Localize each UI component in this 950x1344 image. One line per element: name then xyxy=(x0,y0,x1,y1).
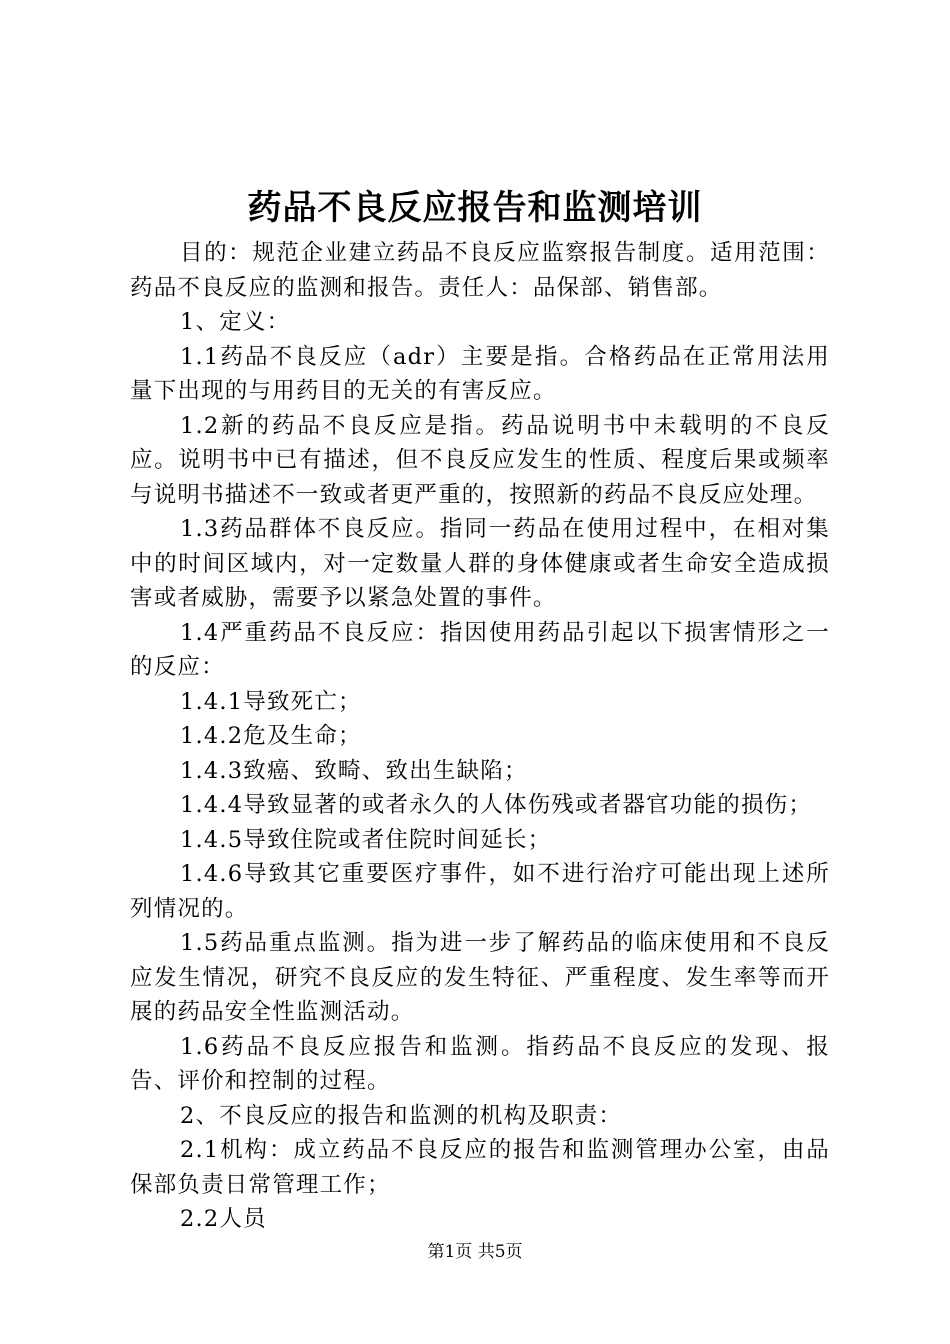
paragraph-1-4-6: 1.4.6导致其它重要医疗事件，如不进行治疗可能出现上述所列情况的。 xyxy=(130,861,830,922)
page-footer xyxy=(0,1240,950,1264)
document-title: 药品不良反应报告和监测培训 xyxy=(247,188,703,228)
paragraph-section-2-heading: 2、不良反应的报告和监测的机构及职责： xyxy=(180,1102,623,1129)
paragraph-1-2: 1.2新的药品不良反应是指。药品说明书中未载明的不良反应。说明书中已有描述，但不良反应发生的性质、程度后果或频率与说明书描述不一致或者更严重的，按照新的药品不良反应处理。 xyxy=(130,412,830,508)
paragraph-section-1-heading: 1、定义： xyxy=(180,309,291,335)
paragraph-1-4-1: 1.4.1导致死亡； xyxy=(180,688,362,715)
paragraph-1-4: 1.4严重药品不良反应：指因使用药品引起以下损害情形之一的反应： xyxy=(130,619,830,680)
paragraph-2-1: 2.1机构：成立药品不良反应的报告和监测管理办公室，由品保部负责日常管理工作； xyxy=(130,1137,830,1198)
paragraph-1-3: 1.3药品群体不良反应。指同一药品在使用过程中，在相对集中的时间区域内，对一定数量人群的身体健康或者生命安全造成损害或者威胁，需要予以紧急处置的事件。 xyxy=(130,516,830,611)
paragraph-1-1: 1.1药品不良反应（adr）主要是指。合格药品在正常用法用量下出现的与用药目的无关的有害反应。 xyxy=(130,343,830,404)
paragraph-1-6: 1.6药品不良反应报告和监测。指药品不良反应的发现、报告、评价和控制的过程。 xyxy=(130,1033,830,1094)
paragraph-1-4-4: 1.4.4导致显著的或者永久的人体伤残或者器官功能的损伤； xyxy=(180,792,813,818)
paragraph-purpose: 目的：规范企业建立药品不良反应监察报告制度。适用范围：药品不良反应的监测和报告。责任人：品保部、销售部。 xyxy=(130,240,830,301)
paragraph-1-4-5: 1.4.5导致住院或者住院时间延长； xyxy=(180,826,552,853)
paragraph-1-4-2: 1.4.2危及生命； xyxy=(180,723,362,749)
document-body xyxy=(130,236,830,1237)
paragraph-2-2: 2.2人员 xyxy=(180,1206,267,1232)
paragraph-1-4-3: 1.4.3致癌、致畸、致出生缺陷； xyxy=(180,757,528,784)
page-number-label: 第1页 共5页 xyxy=(427,1242,523,1262)
paragraph-1-5: 1.5药品重点监测。指为进一步了解药品的临床使用和不良反应发生情况，研究不良反应的发生特征、严重程度、发生率等而开展的药品安全性监测活动。 xyxy=(130,930,830,1025)
